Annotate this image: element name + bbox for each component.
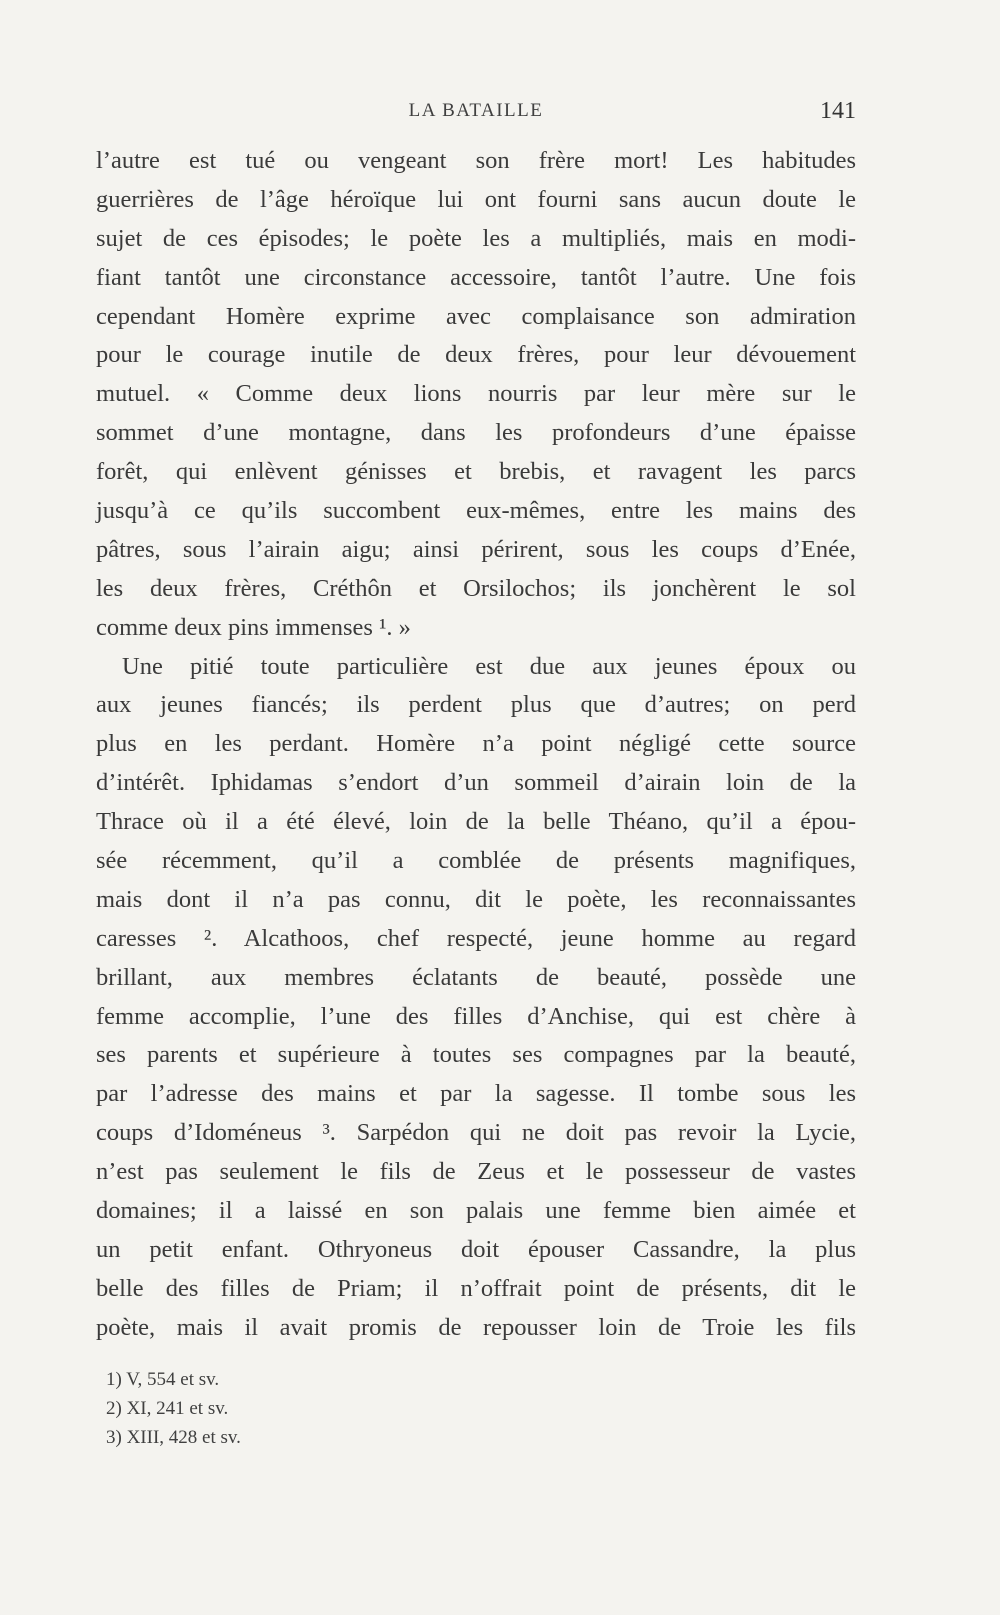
body-text — [96, 142, 856, 1348]
text-line: domaines; il a laissé en son palais une femme bien aimée et — [96, 1197, 856, 1225]
text-line: pâtres, sous l’airain aigu; ainsi périrent, sous les coups d’Enée, — [96, 535, 856, 563]
text-line: brillant, aux membres éclatants de beauté, possède une — [96, 963, 856, 991]
footnote: 2) XI, 241 et sv. — [106, 1398, 229, 1419]
footnote: 1) V, 554 et sv. — [106, 1369, 220, 1390]
paragraph-1 — [96, 142, 856, 648]
text-line: coups d’Idoméneus ³. Sarpédon qui ne doit pas revoir la Lycie, — [96, 1119, 856, 1147]
text-line: caresses ². Alcathoos, chef respecté, jeune homme au regard — [96, 924, 856, 952]
text-line: sée récemment, qu’il a comblée de présents magnifiques, — [96, 847, 856, 875]
footnotes — [106, 1365, 506, 1452]
text-line: belle des filles de Priam; il n’offrait point de présents, dit le — [96, 1274, 856, 1302]
text-line: un petit enfant. Othryoneus doit épouser Cassandre, la plus — [96, 1235, 856, 1263]
text-line: plus en les perdant. Homère n’a point négligé cette source — [96, 730, 856, 758]
text-line: pour le courage inutile de deux frères, pour leur dévouement — [96, 341, 856, 369]
paragraph-2 — [96, 648, 856, 1348]
text-line: mutuel. « Comme deux lions nourris par leur mère sur le — [96, 380, 856, 408]
text-line: cependant Homère exprime avec complaisance son admiration — [96, 302, 856, 330]
text-line: ses parents et supérieure à toutes ses compagnes par la beauté, — [96, 1041, 856, 1069]
running-title: LA BATAILLE — [408, 100, 544, 121]
text-line: femme accomplie, l’une des filles d’Anchise, qui est chère à — [96, 1002, 856, 1030]
running-head — [96, 100, 856, 130]
text-line: fiant tantôt une circonstance accessoire, tantôt l’autre. Une fois — [96, 263, 856, 291]
text-line: n’est pas seulement le fils de Zeus et le possesseur de vastes — [96, 1158, 856, 1186]
text-line: forêt, qui enlèvent génisses et brebis, et ravagent les parcs — [96, 458, 856, 486]
text-line: guerrières de l’âge héroïque lui ont fourni sans aucun doute le — [96, 185, 856, 213]
text-line: comme deux pins immenses ¹. » — [96, 613, 411, 641]
text-line: Thrace où il a été élevé, loin de la belle Théano, qu’il a épou- — [96, 808, 856, 836]
text-line: par l’adresse des mains et par la sagesse. Il tombe sous les — [96, 1080, 856, 1108]
text-line: d’intérêt. Iphidamas s’endort d’un sommeil d’airain loin de la — [96, 769, 856, 797]
footnote: 3) XIII, 428 et sv. — [106, 1427, 241, 1448]
text-line: l’autre est tué ou vengeant son frère mort! Les habitudes — [96, 147, 856, 174]
text-line: sommet d’une montagne, dans les profondeurs d’une épaisse — [96, 419, 856, 447]
text-line: mais dont il n’a pas connu, dit le poète, les reconnaissantes — [96, 885, 856, 913]
text-line: Une pitié toute particulière est due aux jeunes époux ou — [122, 652, 856, 680]
text-line: aux jeunes fiancés; ils perdent plus que d’autres; on perd — [96, 691, 856, 719]
text-line: les deux frères, Créthôn et Orsilochos; ils jonchèrent le sol — [96, 574, 856, 602]
text-line: jusqu’à ce qu’ils succombent eux-mêmes, entre les mains des — [96, 497, 856, 525]
page-number: 141 — [820, 98, 856, 124]
text-line: sujet de ces épisodes; le poète les a multipliés, mais en modi- — [96, 224, 856, 252]
text-line: poète, mais il avait promis de repousser loin de Troie les fils — [96, 1313, 856, 1341]
